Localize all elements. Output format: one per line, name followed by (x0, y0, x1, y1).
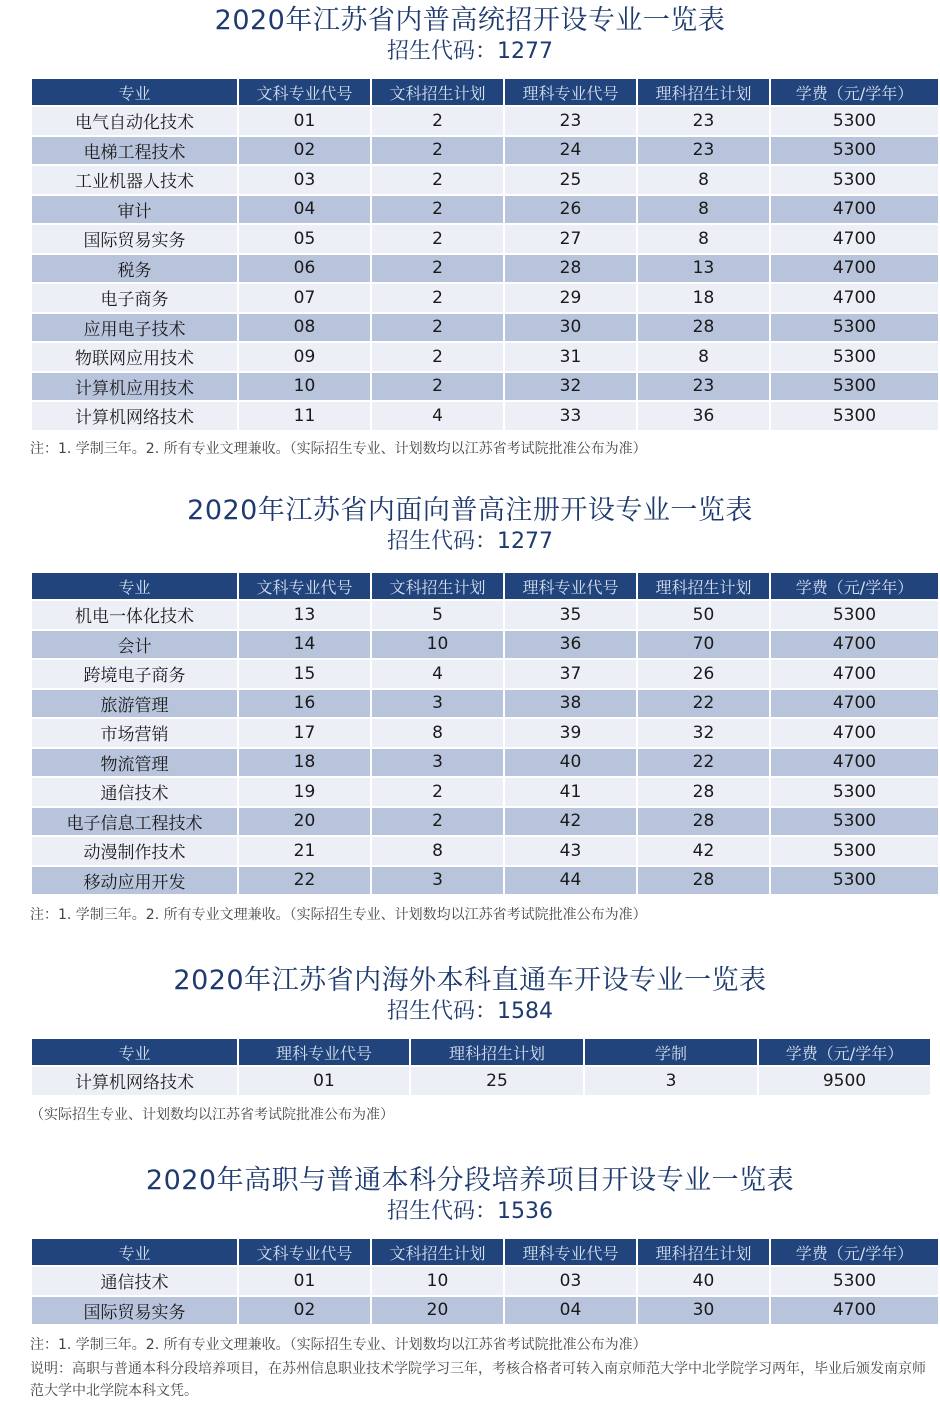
section-title: 2020年高职与普通本科分段培养项目开设专业一览表 (145, 1165, 795, 1196)
table-cell: 2 (372, 166, 503, 194)
table-cell: 2 (372, 373, 503, 401)
table-cell: 01 (239, 1067, 409, 1095)
section-title: 2020年江苏省内海外本科直通车开设专业一览表 (173, 965, 767, 996)
table-cell: 06 (239, 255, 370, 283)
table-1 (30, 77, 940, 432)
table-cell: 28 (638, 808, 769, 836)
table-cell: 2 (372, 808, 503, 836)
table-cell: 5300 (771, 373, 938, 401)
column-header: 文科专业代号 (239, 79, 370, 105)
section-3 (0, 964, 940, 1026)
table-3 (30, 1037, 932, 1097)
note-4: 注：1. 学制三年。2. 所有专业文理兼收。（实际招生专业、计划数均以江苏省考试院批准公布为准） (30, 1337, 647, 1353)
table-cell: 8 (638, 196, 769, 224)
table-cell: 10 (372, 631, 503, 659)
column-header: 理科招生计划 (638, 573, 769, 599)
table-row (32, 631, 938, 659)
table-cell: 25 (505, 166, 636, 194)
table-cell: 5300 (771, 166, 938, 194)
table-cell: 01 (239, 1267, 370, 1295)
major-name-cell: 税务 (32, 255, 237, 283)
table-4 (30, 1237, 940, 1326)
table-cell: 28 (505, 255, 636, 283)
table-row (32, 1067, 930, 1095)
table-row (32, 1297, 938, 1325)
column-header: 专业 (32, 1039, 237, 1065)
table-cell: 28 (638, 867, 769, 895)
table-cell: 2 (372, 107, 503, 135)
table-cell: 50 (638, 601, 769, 629)
table-cell: 4700 (771, 225, 938, 253)
table-cell: 3 (585, 1067, 757, 1095)
table-cell: 23 (638, 373, 769, 401)
table-cell: 5300 (771, 137, 938, 165)
table-cell: 5300 (771, 867, 938, 895)
enrollment-code: 招生代码：1584 (387, 999, 553, 1024)
table-cell: 24 (505, 137, 636, 165)
column-header: 文科专业代号 (239, 1239, 370, 1265)
table-cell: 03 (505, 1267, 636, 1295)
table-cell: 30 (638, 1297, 769, 1325)
table-row (32, 749, 938, 777)
table-cell: 2 (372, 225, 503, 253)
table-cell: 4700 (771, 255, 938, 283)
table-cell: 33 (505, 402, 636, 430)
table-cell: 2 (372, 778, 503, 806)
table-cell: 5300 (771, 837, 938, 865)
table-cell: 5300 (771, 402, 938, 430)
major-name-cell: 市场营销 (32, 719, 237, 747)
note-1: 注：1. 学制三年。2. 所有专业文理兼收。（实际招生专业、计划数均以江苏省考试院批准公布为准） (30, 441, 647, 457)
major-name-cell: 物流管理 (32, 749, 237, 777)
table-cell: 40 (505, 749, 636, 777)
table-row (32, 808, 938, 836)
column-header: 理科专业代号 (505, 573, 636, 599)
table-cell: 32 (505, 373, 636, 401)
table-cell: 35 (505, 601, 636, 629)
table-cell: 4700 (771, 719, 938, 747)
table-cell: 40 (638, 1267, 769, 1295)
table-cell: 2 (372, 137, 503, 165)
table-cell: 30 (505, 314, 636, 342)
section-1 (0, 4, 940, 66)
table-cell: 3 (372, 867, 503, 895)
table-cell: 36 (505, 631, 636, 659)
table-cell: 20 (372, 1297, 503, 1325)
table-cell: 4700 (771, 631, 938, 659)
table-row (32, 284, 938, 312)
table-cell: 10 (372, 1267, 503, 1295)
major-name-cell: 旅游管理 (32, 690, 237, 718)
table-cell: 09 (239, 343, 370, 371)
table-row (32, 137, 938, 165)
section-4 (0, 1164, 940, 1226)
major-name-cell: 机电一体化技术 (32, 601, 237, 629)
major-name-cell: 国际贸易实务 (32, 225, 237, 253)
table-cell: 8 (638, 343, 769, 371)
table-cell: 36 (638, 402, 769, 430)
table-cell: 38 (505, 690, 636, 718)
table-cell: 4700 (771, 660, 938, 688)
table-cell: 14 (239, 631, 370, 659)
table-row (32, 719, 938, 747)
table-cell: 4700 (771, 196, 938, 224)
table-cell: 8 (372, 719, 503, 747)
major-name-cell: 移动应用开发 (32, 867, 237, 895)
column-header: 学制 (585, 1039, 757, 1065)
table-cell: 8 (372, 837, 503, 865)
table-row (32, 660, 938, 688)
column-header: 理科招生计划 (638, 79, 769, 105)
table-cell: 26 (638, 660, 769, 688)
table-row (32, 166, 938, 194)
major-name-cell: 计算机应用技术 (32, 373, 237, 401)
table-cell: 13 (239, 601, 370, 629)
major-name-cell: 电子商务 (32, 284, 237, 312)
major-name-cell: 会计 (32, 631, 237, 659)
column-header: 理科专业代号 (505, 79, 636, 105)
column-header: 理科专业代号 (505, 1239, 636, 1265)
major-name-cell: 电气自动化技术 (32, 107, 237, 135)
column-header: 学费（元/学年） (759, 1039, 930, 1065)
table-row (32, 778, 938, 806)
table-row (32, 225, 938, 253)
table-row (32, 196, 938, 224)
major-name-cell: 计算机网络技术 (32, 402, 237, 430)
table-cell: 11 (239, 402, 370, 430)
table-cell: 4700 (771, 1297, 938, 1325)
table-cell: 23 (638, 137, 769, 165)
table-cell: 07 (239, 284, 370, 312)
table-cell: 2 (372, 284, 503, 312)
column-header: 理科专业代号 (239, 1039, 409, 1065)
major-name-cell: 电子信息工程技术 (32, 808, 237, 836)
table-cell: 17 (239, 719, 370, 747)
table-row (32, 402, 938, 430)
table-cell: 20 (239, 808, 370, 836)
column-header: 文科专业代号 (239, 573, 370, 599)
table-cell: 5300 (771, 808, 938, 836)
table-cell: 03 (239, 166, 370, 194)
table-cell: 22 (239, 867, 370, 895)
note-2: 注：1. 学制三年。2. 所有专业文理兼收。（实际招生专业、计划数均以江苏省考试院批准公布为准） (30, 907, 647, 923)
table-cell: 9500 (759, 1067, 930, 1095)
table-cell: 42 (505, 808, 636, 836)
table-cell: 5300 (771, 314, 938, 342)
section-title: 2020年江苏省内面向普高注册开设专业一览表 (187, 495, 753, 526)
table-row (32, 690, 938, 718)
table-cell: 5300 (771, 601, 938, 629)
section-title: 2020年江苏省内普高统招开设专业一览表 (214, 5, 726, 36)
major-name-cell: 工业机器人技术 (32, 166, 237, 194)
column-header: 专业 (32, 1239, 237, 1265)
table-row (32, 837, 938, 865)
table-cell: 18 (239, 749, 370, 777)
table-cell: 8 (638, 225, 769, 253)
table-cell: 2 (372, 255, 503, 283)
table-cell: 04 (239, 196, 370, 224)
major-name-cell: 动漫制作技术 (32, 837, 237, 865)
table-header-row (32, 573, 938, 599)
table-header-row (32, 1239, 938, 1265)
table-cell: 16 (239, 690, 370, 718)
major-name-cell: 跨境电子商务 (32, 660, 237, 688)
table-cell: 26 (505, 196, 636, 224)
table-row (32, 314, 938, 342)
table-cell: 19 (239, 778, 370, 806)
table-cell: 5300 (771, 1267, 938, 1295)
major-name-cell: 电梯工程技术 (32, 137, 237, 165)
table-cell: 31 (505, 343, 636, 371)
table-cell: 22 (638, 749, 769, 777)
enrollment-code: 招生代码：1277 (387, 39, 553, 64)
major-name-cell: 物联网应用技术 (32, 343, 237, 371)
table-cell: 3 (372, 749, 503, 777)
table-cell: 23 (638, 107, 769, 135)
table-cell: 3 (372, 690, 503, 718)
table-cell: 2 (372, 343, 503, 371)
table-row (32, 343, 938, 371)
table-row (32, 373, 938, 401)
table-cell: 4700 (771, 690, 938, 718)
table-cell: 2 (372, 196, 503, 224)
table-cell: 23 (505, 107, 636, 135)
table-2 (30, 571, 940, 896)
table-row (32, 255, 938, 283)
column-header: 理科招生计划 (411, 1039, 583, 1065)
major-name-cell: 国际贸易实务 (32, 1297, 237, 1325)
table-cell: 25 (411, 1067, 583, 1095)
table-cell: 10 (239, 373, 370, 401)
table-cell: 4 (372, 402, 503, 430)
note-3: （实际招生专业、计划数均以江苏省考试院批准公布为准） (30, 1107, 394, 1123)
column-header: 理科招生计划 (638, 1239, 769, 1265)
column-header: 专业 (32, 573, 237, 599)
section-2 (0, 494, 940, 556)
column-header: 学费（元/学年） (771, 1239, 938, 1265)
table-cell: 41 (505, 778, 636, 806)
table-cell: 5 (372, 601, 503, 629)
table-cell: 02 (239, 1297, 370, 1325)
table-row (32, 867, 938, 895)
major-name-cell: 计算机网络技术 (32, 1067, 237, 1095)
table-cell: 13 (638, 255, 769, 283)
table-cell: 27 (505, 225, 636, 253)
table-cell: 22 (638, 690, 769, 718)
table-cell: 4700 (771, 749, 938, 777)
column-header: 学费（元/学年） (771, 573, 938, 599)
table-cell: 28 (638, 778, 769, 806)
table-cell: 28 (638, 314, 769, 342)
table-cell: 5300 (771, 343, 938, 371)
table-cell: 01 (239, 107, 370, 135)
table-cell: 37 (505, 660, 636, 688)
table-row (32, 1267, 938, 1295)
table-cell: 4700 (771, 284, 938, 312)
table-cell: 43 (505, 837, 636, 865)
table-cell: 5300 (771, 107, 938, 135)
table-cell: 04 (505, 1297, 636, 1325)
table-cell: 2 (372, 314, 503, 342)
table-cell: 32 (638, 719, 769, 747)
table-row (32, 107, 938, 135)
table-cell: 42 (638, 837, 769, 865)
table-cell: 5300 (771, 778, 938, 806)
major-name-cell: 应用电子技术 (32, 314, 237, 342)
table-cell: 29 (505, 284, 636, 312)
table-cell: 70 (638, 631, 769, 659)
enrollment-code: 招生代码：1536 (387, 1199, 553, 1224)
major-name-cell: 审计 (32, 196, 237, 224)
column-header: 文科招生计划 (372, 1239, 503, 1265)
column-header: 文科招生计划 (372, 79, 503, 105)
major-name-cell: 通信技术 (32, 778, 237, 806)
table-cell: 05 (239, 225, 370, 253)
table-cell: 4 (372, 660, 503, 688)
table-cell: 8 (638, 166, 769, 194)
column-header: 文科招生计划 (372, 573, 503, 599)
table-cell: 39 (505, 719, 636, 747)
explanation: 说明：高职与普通本科分段培养项目，在苏州信息职业技术学院学习三年，考核合格者可转入南京师范大学中北学院学习两年，毕业后颁发南京师范大学中北学院本科文凭。 (30, 1361, 926, 1399)
column-header: 学费（元/学年） (771, 79, 938, 105)
enrollment-code: 招生代码：1277 (387, 529, 553, 554)
table-cell: 02 (239, 137, 370, 165)
column-header: 专业 (32, 79, 237, 105)
major-name-cell: 通信技术 (32, 1267, 237, 1295)
table-cell: 08 (239, 314, 370, 342)
table-cell: 21 (239, 837, 370, 865)
table-cell: 44 (505, 867, 636, 895)
table-cell: 18 (638, 284, 769, 312)
table-header-row (32, 1039, 930, 1065)
table-header-row (32, 79, 938, 105)
table-cell: 15 (239, 660, 370, 688)
table-row (32, 601, 938, 629)
